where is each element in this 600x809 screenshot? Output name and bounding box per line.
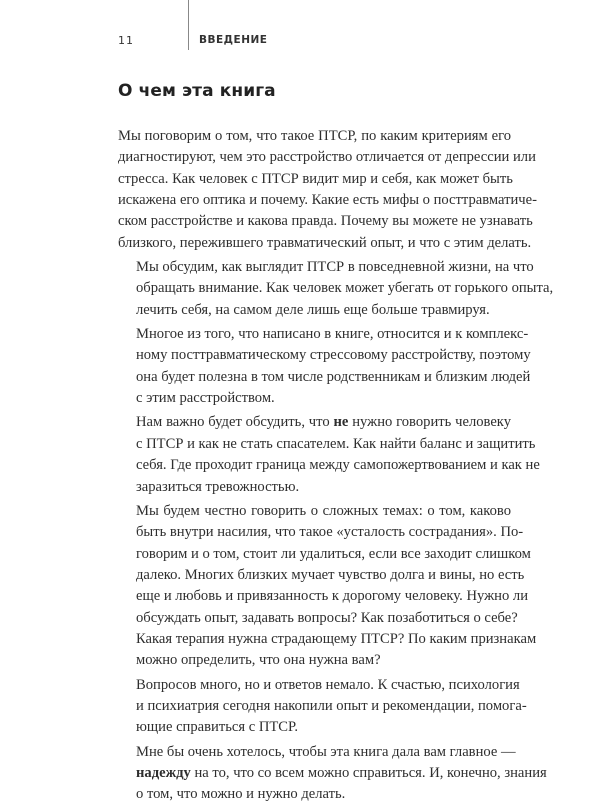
text-line: себя. Где проходит граница между самопожертвованием и как не: [136, 457, 540, 474]
text-line: далеко. Многих близких мучает чувство долга и вины, но есть: [136, 566, 525, 583]
text-line: ющие справиться с ПТСР.: [136, 719, 298, 736]
text-line: Мы обсудим, как выглядит ПТСР в повседневной жизни, на что: [136, 259, 534, 276]
page-number: 11: [118, 34, 134, 47]
text-run: на то, что со всем можно справиться. И, конечно, знания: [190, 764, 547, 781]
header-divider: [188, 0, 189, 50]
page-header: [0, 0, 600, 56]
text-line: близкого, пережившего травматический опыт, и что с этим делать.: [118, 234, 532, 251]
text-line: говорим и о том, стоит ли удалиться, если все заходит слишком: [136, 545, 531, 562]
text-line: искажена его оптика и почему. Какие есть мифы о посттравматиче-: [118, 192, 537, 209]
text-line: заразиться тревожностью.: [136, 478, 300, 495]
text-line: Мы поговорим о том, что такое ПТСР, по каким критериям его: [118, 128, 511, 144]
text-line: о том, что можно и нужно делать.: [136, 786, 346, 803]
text-line: она будет полезна в том числе родственникам и близким людей: [136, 368, 531, 385]
text-line: Многое из того, что написано в книге, относится и к комплекс-: [136, 326, 529, 343]
text-line: обсуждать опыт, задавать вопросы? Как позаботиться о себе?: [136, 609, 518, 626]
paragraph-2: [118, 257, 554, 321]
text-line: Мне бы очень хотелось, чтобы эта книга дала вам главное —: [136, 743, 516, 760]
paragraph-6: [118, 675, 527, 739]
text-line: ском расстройстве и какова правда. Почему вы можете не узнавать: [118, 213, 533, 230]
text-line: Вопросов много, но и ответов немало. К счастью, психология: [136, 676, 520, 693]
text-line: [118, 412, 511, 433]
body-text: [118, 126, 554, 809]
text-line: ному посттравматическому стрессовому расстройству, поэтому: [136, 347, 531, 364]
running-head: ВВЕДЕНИЕ: [199, 34, 268, 46]
paragraph-3: [118, 324, 531, 409]
text-line: с ПТСР и как не стать спасателем. Как найти баланс и защитить: [136, 435, 536, 452]
text-line: обращать внимание. Как человек может убегать от горького опыта,: [136, 280, 554, 297]
emphasis-text: надежду: [136, 764, 191, 781]
text-line: стресса. Как человек с ПТСР видит мир и себя, как может быть: [118, 170, 513, 187]
emphasis-text: не: [333, 414, 349, 431]
text-line: с этим расстройством.: [136, 390, 275, 407]
section-title: О чем эта книга: [118, 81, 276, 101]
text-line: еще и любовь и привязанность к дорогому человеку. Нужно ли: [136, 588, 529, 605]
text-line: диагностируют, чем это расстройство отличается от депрессии или: [118, 149, 536, 166]
text-line: можно определить, что она нужна вам?: [136, 652, 381, 669]
text-run: нужно говорить человеку: [348, 414, 511, 431]
text-line: лечить себя, на самом деле лишь еще больше травмируя.: [136, 301, 490, 318]
paragraph-4: [118, 412, 540, 497]
text-line: быть внутри насилия, что такое «усталость сострадания». По-: [136, 524, 524, 541]
text-line: [118, 763, 547, 784]
text-line: Какая терапия нужна страдающему ПТСР? По каким признакам: [136, 630, 537, 647]
text-line: и психиатрия сегодня накопили опыт и рекомендации, помога-: [136, 697, 527, 714]
paragraph-7: [118, 742, 547, 806]
paragraph-1: [118, 126, 537, 254]
text-run: Нам важно будет обсудить, что: [136, 414, 334, 431]
paragraph-5: [118, 501, 537, 672]
text-line: Мы будем честно говорить о сложных темах: о том, каково: [136, 502, 511, 519]
